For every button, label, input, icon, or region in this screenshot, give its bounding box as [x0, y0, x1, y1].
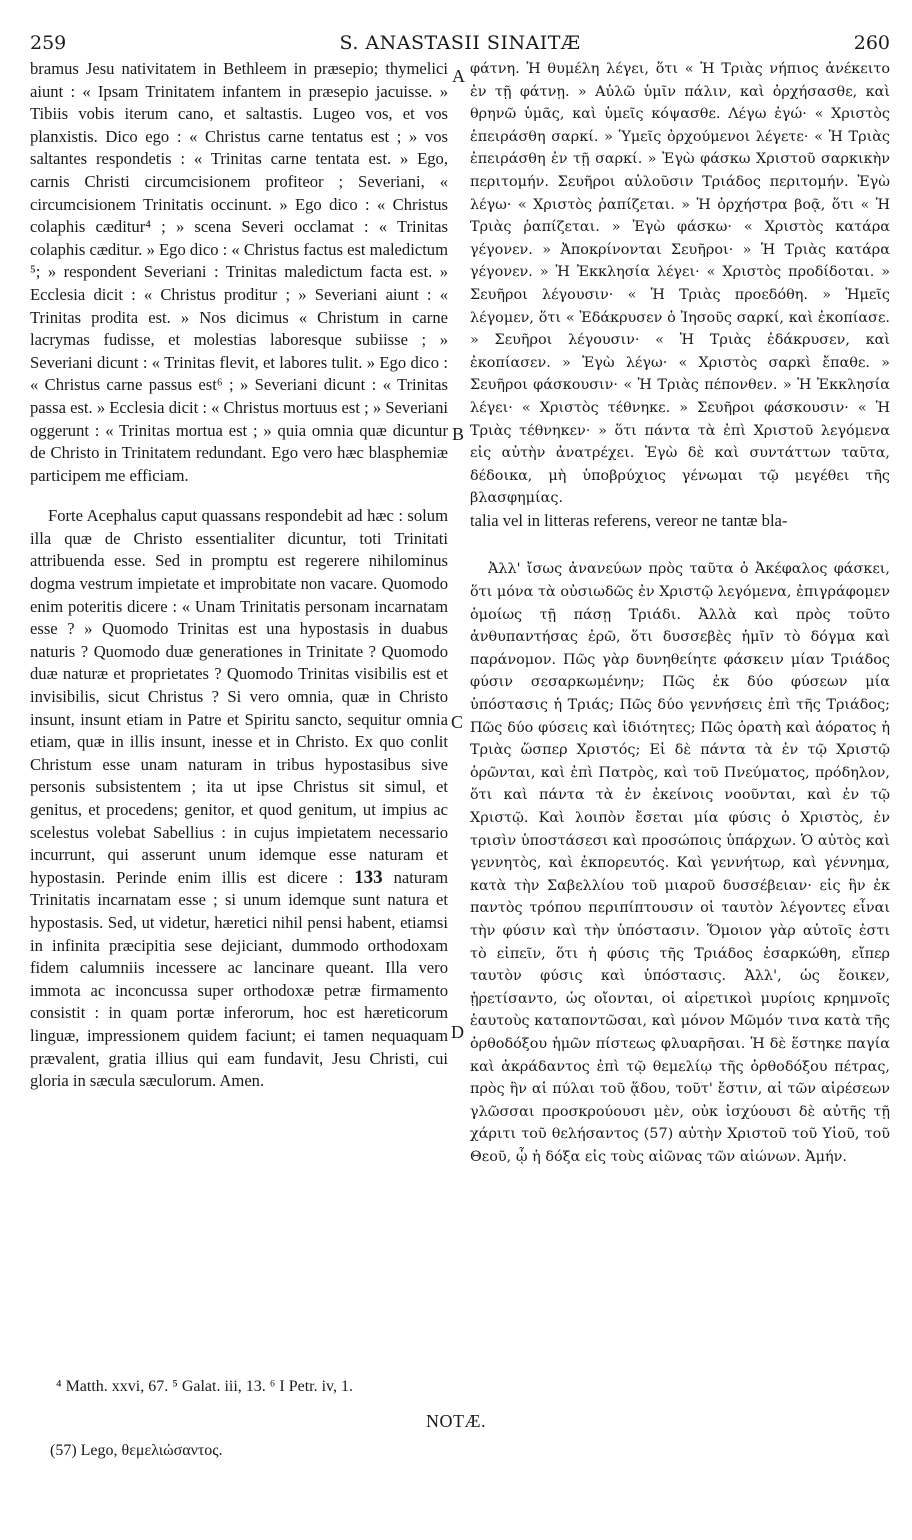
greek-column	[470, 58, 890, 1169]
latin-column	[30, 58, 448, 1093]
footnotes: ⁴ Matth. xxvi, 67. ⁵ Galat. iii, 13. ⁶ I Petr. iv, 1.	[56, 1378, 354, 1395]
margin-letter-a: A	[452, 66, 465, 86]
page-header	[30, 30, 890, 58]
running-title: S. ANASTASII SINAITÆ	[339, 32, 581, 54]
margin-letter-b: B	[452, 424, 465, 444]
notae-heading: NOTÆ.	[426, 1411, 486, 1431]
latin-paragraph-gap	[30, 487, 448, 505]
latin-paragraph-2b: naturam Trinitatis incarnatam esse ; si unum idemque sunt natura et hypostasis. Sed, ut videtur, hæretici nihil pensi habent, etiamsi in infinita præcipitia sese dejiciant, dummodo orthodoxam fidem calumniis incessere ac lancinare queant. Illa vero immota ac inconcussa super orthodoxæ petræ firmamento consistit : in quam portæ inferorum, hoc est hæreticorum linguæ, impressionem quidem faciunt; ei tamen nequaquam prævalent, gratia illius qui eam fundavit, Jesu Christi, cui gloria in sæcula sæculorum. Amen.	[30, 867, 448, 1091]
note-57: (57) Lego, θεμελιώσαντος.	[50, 1442, 223, 1459]
page-number-right: 260	[853, 32, 890, 54]
greek-paragraph-gap	[470, 532, 890, 558]
latin-paragraph-2	[30, 505, 448, 1092]
margin-letter-c: C	[451, 712, 464, 732]
column-marker-number: 133	[354, 866, 383, 888]
latin-paragraph-2a: Forte Acephalus caput quassans respondebit ad hæc : solum illa quæ de Christo essentialiter dicuntur, toti Trinitati attribuenda esse. Sed in promptu est regerere nihilominus dogma vestrum impietate et improbitate non vacare. Quomodo enim poteritis dicere : « Unam Trinitatis personam incarnatam esse ? » Quomodo Trinitas est una hypostasis in duabus naturis ? Quomodo duæ generationes in Trinitate ? Quomodo duæ naturæ et proprietates ? Quomodo Trinitas visibilis est et invisibilis, sicut Christus ? Si vero omnia, quæ in Christo insunt, insunt etiam in Patre et Spiritu sancto, sequitur omnia etiam, quæ in illis insunt, inesse et in Christo. Ex quo conlit Christum esse unam naturam in tribus hypostasibus sive personis subsistentem ; ita ut ipse Christus sit simul, et genitus, et procedens; genitor, et quod genitum, ut impius ac scelestus volebat Sabellius : in cujus impietatem necessario incurrunt, qui asserunt unum idemque esse naturam et hypostasin. Perinde enim illis est dicere :	[30, 506, 448, 887]
margin-letter-d: D	[451, 1022, 464, 1042]
greek-paragraph-1: φάτνη. Ἡ θυμέλη λέγει, ὅτι « Ἡ Τριὰς νήπιος ἀνέκειτο ἐν τῇ φάτνῃ. » Αὐλῶ ὑμῖν πάλιν, καὶ ὀρχήσασθε, καὶ θρηνῶ ὑμᾶς, καὶ ὑμεῖς κόψασθε. Λέγω ἐγώ· « Χριστὸς ἐπειράσθη σαρκί. » Ὑμεῖς ὀρχούμενοι λέγετε· « Ἡ Τριὰς ἐπειράσθη ἐν τῇ σαρκί. » Ἐγὼ φάσκω Χριστοῦ σαρκικὴν περιτομήν. Σευῆροι αὐλοῦσιν Τριάδος περιτομήν. Ἐγὼ λέγω· « Χριστὸς ῥαπίζεται. » Ἡ ὀρχήστρα βοᾷ, ὅτι « Ἡ Τριὰς ῥαπίζεται. » Ἐγὼ φάσκω· « Χριστὸς κατάρα γέγονεν. » Ἀποκρίνονται Σευῆροι· » Ἡ Τριὰς κατάρα γέγονεν. » Ἡ Ἐκκλησία λέγει· « Χριστὸς προδίδοται. » Σευῆροι λέγουσιν· « Ἡ Τριὰς προεδόθη. » Ἡμεῖς λέγομεν, ὅτι « Ἐδάκρυσεν ὁ Ἰησοῦς σαρκί, καὶ ἐκοπίασε. » Σευῆροι λέγουσιν· « Ἡ Τριὰς ἐδάκρυσεν, καὶ ἐκοπίασεν. » Ἐγὼ λέγω· « Χριστὸς σαρκὶ ἔπαθε. » Σευῆροι φάσκουσιν· « Ἡ Τριὰς πέπονθεν. » Ἡ Ἐκκλησία λέγει· « Χριστὸς τέθνηκε. » Σευῆροι φάσκουσιν· « Ἡ Τριὰς τέθνηκεν· » ὅτι πάντα τὰ ἐπὶ Χριστοῦ λεγόμενα εἰς αὐτὴν ἀνατρέχει. Ἐγὼ δὲ καὶ συντάττων ταῦτα, δέδοικα, μὴ ὑποβρύχιος γένωμαι τῷ μεγέθει τῆς βλασφημίας.	[470, 61, 890, 507]
greek-paragraph-2	[470, 558, 890, 1168]
latin-paragraph-1: bramus Jesu nativitatem in Bethleem in præsepio; thymelici aiunt : « Ipsam Trinitatem infantem in præsepio jacuisse. » Tibiis vobis iterum cano, et saltastis. Lugeo vos, et vos planxistis. Dico ego : « Christus carne tentatus est ; » vos saltantes respondetis : « Trinitas carne tentata est. » Ego, carnis Christi circumcisionem profiteor ; Severiani, « circumcisionem Trinitatis occinunt. » Ego dico : « Christus colaphis cæditur⁴ ; » scena Severi occlamat : « Trinitas colaphis cæditur. » Ego dico : « Christus factus est maledictum ⁵; » respondent Severiani : Trinitas maledictum facta est. » Ecclesia dicit : « Christus proditur ; » Severiani aiunt : « Trinitas prodita est. » Nos dicimus « Christum in carne lacrymas fudisse, et molestias laboresque subiisse ; » Severiani dicunt : « Trinitas flevit, et labores tulit. » Ego dico : « Christus carne passus est⁶ ; » Severiani dicunt : « Trinitas passa est. » Ecclesia dicit : « Christus mortuus est ; » Severiani oggerunt : « Trinitas mortua est ; » quia omnia quæ dicuntur de Christo in Trinitatem redundant. Ego vero hæc blasphemiæ participem me efficiam.	[30, 59, 449, 485]
greek-paragraph-2-text: Ἀλλ' ἴσως ἀνανεύων πρὸς ταῦτα ὁ Ἀκέφαλος φάσκει, ὅτι μόνα τὰ οὐσιωδῶς ἐν Χριστῷ λεγόμενα, ἐπιγράφομεν ὁμοίως τῇ πάσῃ Τριάδι. Ἀλλὰ καὶ πρὸς τοῦτο ἀνθυπαντήσας ἐρῶ, ὅτι δυσσεβὲς ἡμῖν τὸ δόγμα καὶ παράνομον. Πῶς γὰρ δυνηθείητε φάσκειν μίαν Τριάδος φύσιν σεσαρκωμένην; Πῶς ἐκ δύο φύσεων μία ὑπόστασις ἡ Τριάς; Πῶς δύο γεννήσεις ἐπὶ τῆς Τριάδος; Πῶς δύο φύσεις καὶ ἰδιότητες; Πῶς ὁρατὴ καὶ ἀόρατος ἡ Τριὰς ὥσπερ Χριστός; Εἰ δὲ πάντα τὰ ἐν τῷ Χριστῷ ὁρῶνται, καὶ ἐπὶ Πατρὸς, καὶ τοῦ Πνεύματος, πρόδηλον, ὅτι καὶ πάντα τὰ ἐν ἐκείνοις νοοῦνται, καὶ ἐν τῷ Χριστῷ. Καὶ λοιπὸν ἔσεται μία φύσις ὁ Χριστὸς, ἐν τρισὶν ὑποστάσεσι καὶ προσώποις ὑπάρχων. Ὁ αὐτὸς καὶ γεννητὸς, καὶ ἐκπορευτός. Καὶ γεννήτωρ, καὶ γέννημα, κατὰ τὴν Σαβελλίου τοῦ μιαροῦ δυσσέβειαν· εἰς ἣν ἐκ παντὸς τρόπου περιπίπτουσιν οἱ ταυτὸν λέγοντες εἶναι τὴν φύσιν καὶ τὴν ὑπόστασιν. Ὅμοιον γὰρ αὐτοῖς ἐστι τὸ εἰπεῖν, ὅτι ἡ φύσις τῆς Τριάδος ἐσαρκώθη, εἴπερ ταυτὸν φύσις καὶ ὑπόστασις. Ἀλλ', ὡς ἔοικεν, ᾑρετίσαντο, ὡς οἴονται, οἱ αἱρετικοὶ μυρίοις κρημνοῖς ἑαυτοὺς καταποντῶσαι, καὶ μόνον Μῶμόν τινα κατὰ τῆς ὀρθοδόξου ἡμῶν πίστεως φλυαρῆσαι. Ἡ δὲ ἕστηκε παγία καὶ ἀκράδαντος ἐπὶ τῷ θεμελίῳ τῆς ὀρθοδόξου πέτρας, πρὸς ἣν αἱ πύλαι τοῦ ᾅδου, τοῦτ' ἔστιν, αἱ τῶν αἱρέσεων γλῶσσαι προσκρούουσι μὲν, οὐκ ἰσχύουσι δὲ αὐτῆς τῇ χάριτι τοῦ θελήσαντος (57) αὐτὴν Χριστοῦ τοῦ Υἱοῦ, τοῦ Θεοῦ, ᾧ ἡ δόξα εἰς τοὺς αἰῶνας τῶν αἰώνων. Ἀμήν.	[470, 561, 890, 1165]
greek-column-latin-continuation: talia vel in litteras referens, vereor ne tantæ bla-	[470, 510, 788, 530]
page-number-left: 259	[30, 32, 67, 54]
